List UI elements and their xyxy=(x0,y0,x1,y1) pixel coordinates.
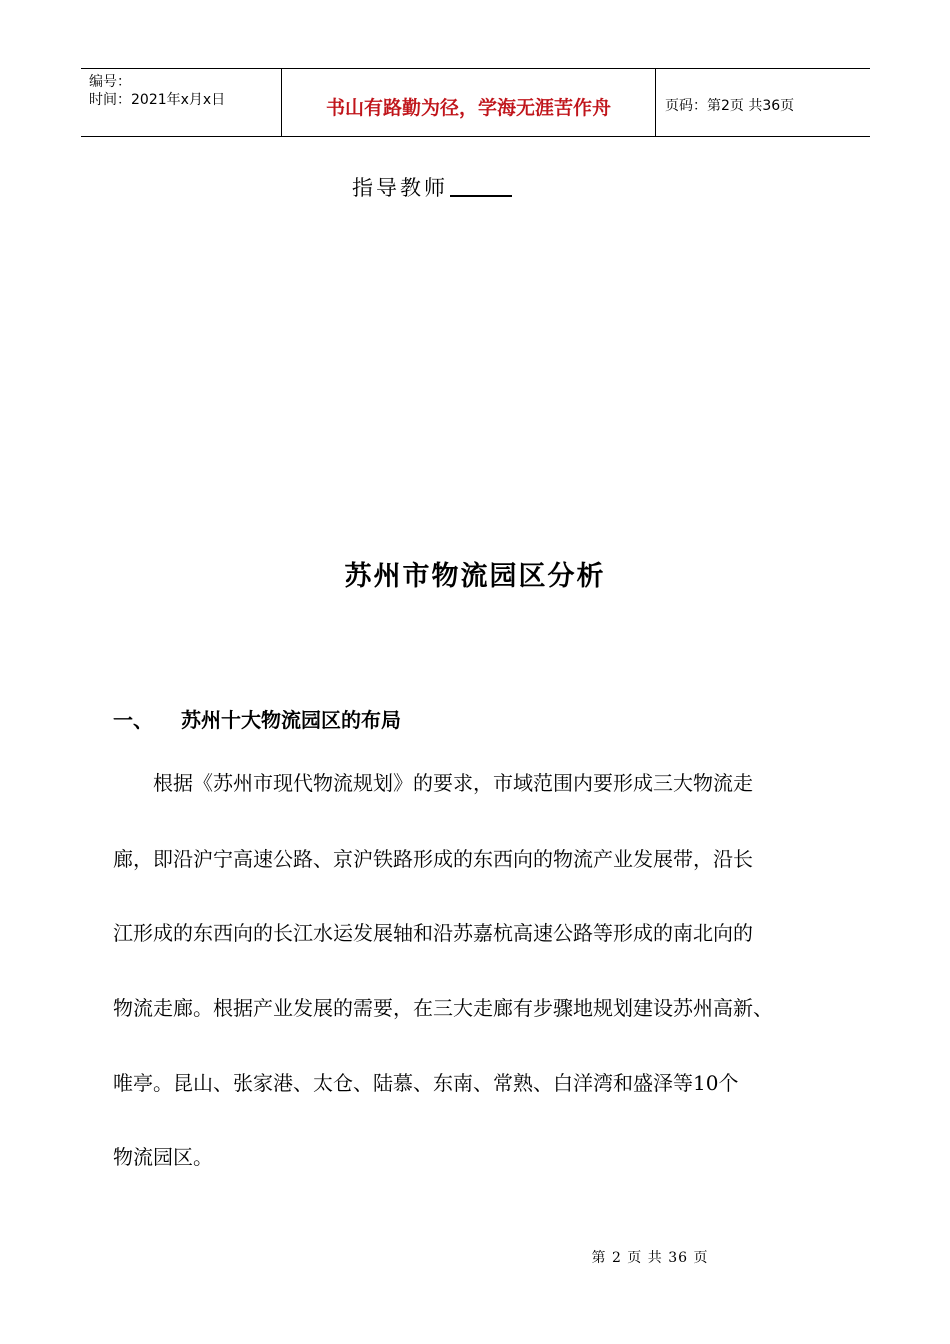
advisor-blank xyxy=(450,175,512,197)
section-number: 一、 xyxy=(113,708,153,732)
header-page-info: 页码：第2页 共36页 xyxy=(665,98,795,114)
advisor-label: 指导教师 xyxy=(352,176,448,200)
paragraph-line: 根据《苏州市现代物流规划》的要求，市域范围内要形成三大物流走 xyxy=(113,771,753,795)
paragraph-line: 廊，即沿沪宁高速公路、京沪铁路形成的东西向的物流产业发展带，沿长 xyxy=(113,847,753,871)
advisor-line xyxy=(352,172,512,202)
header-right-cell xyxy=(655,69,870,136)
paragraph-line: 物流园区。 xyxy=(113,1145,213,1169)
page-title: 苏州市物流园区分析 xyxy=(344,561,606,592)
section-title: 苏州十大物流园区的布局 xyxy=(181,708,401,732)
document-header xyxy=(81,68,870,137)
paragraph-line: 唯亭。昆山、张家港、太仓、陆慕、东南、常熟、白洋湾和盛泽等10个 xyxy=(113,1071,739,1095)
time-label: 时间：2021年x月x日 xyxy=(89,92,226,108)
header-middle-cell xyxy=(281,69,656,136)
header-left-cell xyxy=(81,69,281,136)
paragraph-line: 江形成的东西向的长江水运发展轴和沿苏嘉杭高速公路等形成的南北向的 xyxy=(113,921,753,945)
page-footer: 第 2 页 共 36 页 xyxy=(591,1250,709,1266)
header-motto: 书山有路勤为径，学海无涯苦作舟 xyxy=(325,97,611,119)
paragraph-line: 物流走廊。根据产业发展的需要，在三大走廊有步骤地规划建设苏州高新、 xyxy=(113,996,773,1020)
number-label: 编号： xyxy=(89,74,131,90)
section-heading xyxy=(113,704,401,733)
